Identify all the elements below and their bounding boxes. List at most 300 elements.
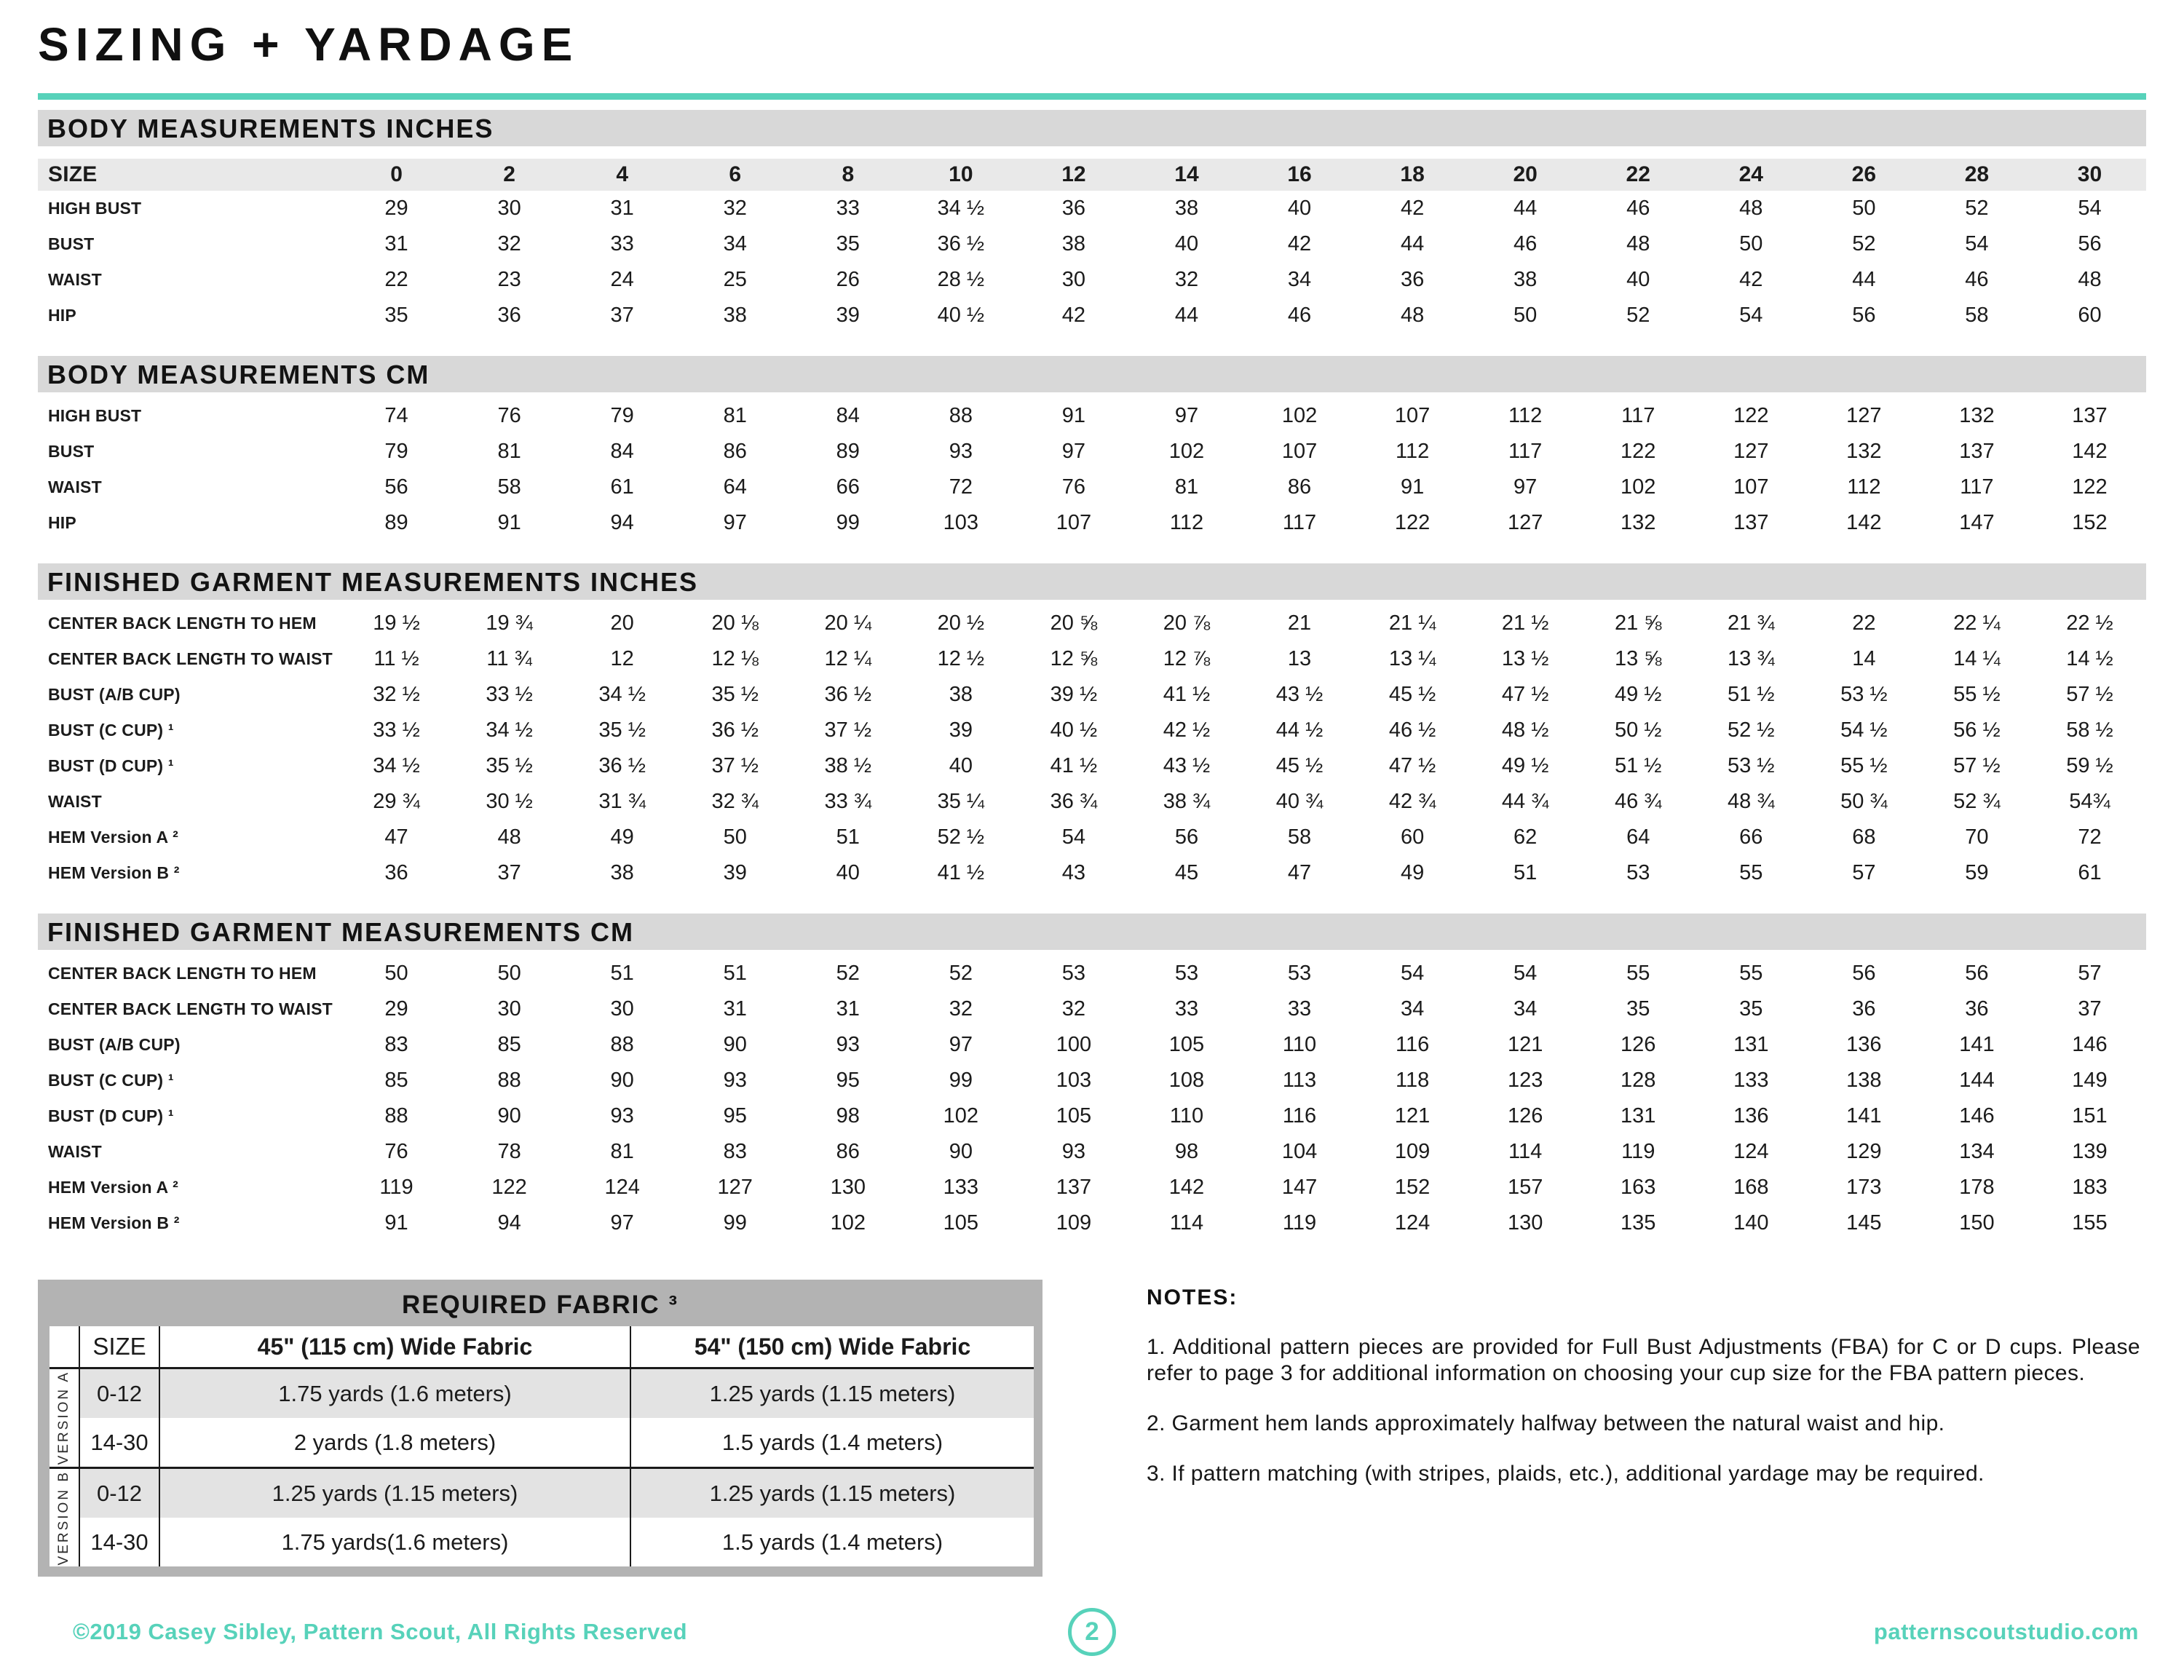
measurement-value: 85: [497, 1033, 521, 1056]
measurement-value: 26: [836, 268, 860, 291]
measurement-value: 136: [1733, 1104, 1769, 1128]
measurement-value: 12: [610, 647, 634, 670]
measurement-value: 91: [384, 1211, 408, 1235]
measurement-value: 90: [497, 1104, 521, 1128]
measurement-value: 35: [1739, 997, 1763, 1021]
measurement-value: 40: [1626, 268, 1650, 291]
measurement-value: 152: [1394, 1176, 1431, 1199]
measurement-value: 57: [1852, 861, 1876, 884]
measurement-value: 122: [1621, 440, 1656, 463]
measurement-value: 33: [1174, 997, 1199, 1021]
measurement-value: 50: [1852, 197, 1876, 220]
measurement-value: 99: [949, 1069, 973, 1092]
size-column-header: 4: [616, 162, 628, 186]
measurement-value: 127: [1733, 440, 1769, 463]
notes-heading: NOTES:: [1147, 1285, 1238, 1309]
measurement-value: 66: [836, 475, 860, 499]
size-column-header: 16: [1287, 162, 1312, 186]
measurement-row: [38, 713, 2146, 748]
measurement-value: 36: [1061, 197, 1086, 220]
fabric-table-title: REQUIRED FABRIC ³: [401, 1291, 679, 1319]
size-column-header: 30: [2077, 162, 2102, 186]
measurement-value: 42: [1061, 304, 1086, 327]
measurement-value: 46: [1965, 268, 1989, 291]
measurement-row: [38, 677, 2146, 713]
measurement-value: 42: [1739, 268, 1763, 291]
version-label-cell: [50, 1369, 79, 1469]
measurement-value: 50: [1739, 232, 1763, 255]
measurement-value: 57 ½: [1953, 754, 2001, 777]
measurement-value: 132: [1846, 440, 1882, 463]
measurement-value: 51: [836, 825, 860, 849]
measurement-value: 22 ½: [2066, 611, 2113, 635]
measurement-row: [38, 1134, 2146, 1170]
measurement-value: 64: [1626, 825, 1650, 849]
measurement-value: 100: [1056, 1033, 1092, 1056]
measurement-value: 44: [1852, 268, 1876, 291]
row-label: BUST (A/B CUP): [48, 1035, 181, 1054]
measurement-value: 41 ½: [937, 861, 985, 884]
measurement-value: 122: [1733, 404, 1769, 427]
note-paragraph: 1. Additional pattern pieces are provided for Full Bust Adjustments (FBA) for C or D cups. Please refer to page 3 for additional information on choosing your cup size for the FBA pattern pieces.: [1147, 1335, 2140, 1385]
measurement-value: 52: [1626, 304, 1650, 327]
measurement-value: 54: [1514, 962, 1538, 985]
measurement-value: 118: [1395, 1069, 1430, 1092]
measurement-value: 49: [610, 825, 634, 849]
measurement-value: 50: [1514, 304, 1538, 327]
size-header-row: [38, 159, 2146, 191]
measurement-value: 72: [949, 475, 973, 499]
measurement-value: 33 ¾: [824, 790, 872, 813]
measurement-value: 107: [1056, 511, 1092, 534]
measurement-value: 47 ½: [1501, 683, 1549, 706]
size-column-header: 10: [949, 162, 973, 186]
measurement-value: 119: [379, 1176, 414, 1199]
measurement-value: 44: [1400, 232, 1425, 255]
measurement-value: 38: [949, 683, 973, 706]
measurement-value: 20 ⅝: [1050, 611, 1098, 635]
measurement-value: 41 ½: [1163, 683, 1211, 706]
measurement-value: 64: [723, 475, 747, 499]
fabric-yardage-54: 1.5 yards (1.4 meters): [630, 1518, 1034, 1566]
measurement-value: 33: [836, 197, 860, 220]
measurement-value: 83: [723, 1140, 747, 1163]
measurement-value: 138: [1846, 1069, 1882, 1092]
measurement-value: 93: [836, 1033, 860, 1056]
measurement-value: 104: [1281, 1140, 1318, 1163]
measurement-value: 151: [2072, 1104, 2108, 1128]
measurement-row: [38, 641, 2146, 677]
measurement-row: [38, 1098, 2146, 1134]
measurement-value: 31: [836, 997, 860, 1021]
measurement-value: 40: [949, 754, 973, 777]
measurement-value: 13: [1287, 647, 1312, 670]
measurement-value: 30: [1061, 268, 1086, 291]
fabric-yardage-54: 1.25 yards (1.15 meters): [630, 1369, 1034, 1418]
measurement-value: 81: [1174, 475, 1199, 499]
measurement-value: 55 ½: [1840, 754, 1888, 777]
measurement-value: 36: [384, 861, 408, 884]
measurement-value: 57: [2078, 962, 2102, 985]
measurement-row: [38, 606, 2146, 641]
bottom-region: [38, 1280, 2146, 1577]
fabric-yardage-45: 2 yards (1.8 meters): [160, 1418, 630, 1469]
measurement-value: 90: [949, 1140, 973, 1163]
measurement-value: 102: [1281, 404, 1318, 427]
size-header-label: SIZE: [48, 162, 98, 186]
measurement-value: 52 ½: [937, 825, 985, 849]
measurement-value: 21: [1287, 611, 1312, 635]
measurement-value: 33: [1287, 997, 1312, 1021]
measurement-value: 48: [2078, 268, 2102, 291]
measurement-value: 44: [1514, 197, 1538, 220]
measurement-value: 114: [1508, 1140, 1543, 1163]
measurement-value: 83: [384, 1033, 408, 1056]
size-column-header: 20: [1513, 162, 1538, 186]
measurement-value: 44 ½: [1275, 718, 1324, 742]
measurement-value: 38: [1061, 232, 1086, 255]
measurement-value: 131: [1621, 1104, 1656, 1128]
measurement-row: [38, 855, 2146, 891]
measurement-value: 93: [723, 1069, 747, 1092]
fabric-yardage-54: 1.25 yards (1.15 meters): [630, 1469, 1034, 1518]
measurement-value: 116: [1395, 1033, 1430, 1056]
measurement-value: 124: [1733, 1140, 1769, 1163]
measurement-value: 46: [1626, 197, 1650, 220]
measurement-row: [38, 1170, 2146, 1205]
row-label: HIGH BUST: [48, 199, 142, 218]
page-number: 2: [1085, 1617, 1099, 1646]
note-paragraph: 2. Garment hem lands approximately halfway between the natural waist and hip.: [1147, 1411, 1945, 1435]
measurement-value: 53 ½: [1840, 683, 1888, 706]
measurement-value: 97: [610, 1211, 634, 1235]
measurement-value: 52: [949, 962, 973, 985]
measurement-value: 56: [1965, 962, 1989, 985]
measurement-value: 146: [1959, 1104, 1995, 1128]
measurement-value: 54: [1739, 304, 1763, 327]
measurement-value: 20: [610, 611, 634, 635]
measurement-value: 57 ½: [2066, 683, 2113, 706]
row-label: HEM Version B ²: [48, 1213, 180, 1232]
measurement-value: 90: [610, 1069, 634, 1092]
required-fabric-table: [38, 1280, 1042, 1577]
measurement-value: 51: [1514, 861, 1538, 884]
measurement-value: 55: [1739, 962, 1763, 985]
measurement-value: 38: [723, 304, 747, 327]
measurement-value: 139: [2072, 1140, 2108, 1163]
measurement-value: 34 ½: [598, 683, 646, 706]
measurement-value: 108: [1168, 1069, 1205, 1092]
measurement-row: [38, 469, 2146, 505]
measurement-value: 97: [949, 1033, 973, 1056]
measurement-value: 36 ½: [598, 754, 646, 777]
measurement-value: 50: [723, 825, 747, 849]
measurement-value: 121: [1394, 1104, 1431, 1128]
size-column-header: 6: [729, 162, 742, 186]
measurement-value: 58 ½: [2066, 718, 2113, 742]
measurement-value: 93: [1061, 1140, 1086, 1163]
size-column-header: 8: [842, 162, 855, 186]
measurement-value: 66: [1739, 825, 1763, 849]
measurement-row: [38, 956, 2146, 991]
row-label: HEM Version A ²: [48, 828, 178, 847]
accent-rule: [38, 93, 2146, 100]
measurement-value: 119: [1282, 1211, 1317, 1235]
measurement-value: 99: [723, 1211, 747, 1235]
measurement-value: 37: [2078, 997, 2102, 1021]
measurement-value: 113: [1282, 1069, 1317, 1092]
measurement-value: 41 ½: [1050, 754, 1098, 777]
measurement-value: 56: [1852, 304, 1876, 327]
measurement-value: 42: [1400, 197, 1425, 220]
measurement-value: 144: [1959, 1069, 1995, 1092]
measurement-value: 30: [497, 197, 521, 220]
measurement-value: 30 ½: [486, 790, 533, 813]
measurement-value: 105: [1168, 1033, 1205, 1056]
measurement-value: 91: [1061, 404, 1086, 427]
measurement-value: 89: [384, 511, 408, 534]
measurement-value: 81: [610, 1140, 634, 1163]
measurement-value: 134: [1959, 1140, 1995, 1163]
measurement-value: 140: [1733, 1211, 1769, 1235]
measurement-value: 129: [1846, 1140, 1882, 1163]
measurement-value: 81: [497, 440, 521, 463]
measurement-value: 105: [943, 1211, 979, 1235]
measurement-value: 50: [497, 962, 521, 985]
measurement-value: 46 ½: [1388, 718, 1436, 742]
measurement-value: 59 ½: [2066, 754, 2113, 777]
measurement-value: 20 ¼: [824, 611, 872, 635]
measurement-value: 53: [1061, 962, 1086, 985]
page-title: SIZING + YARDAGE: [38, 18, 579, 71]
measurement-value: 86: [1287, 475, 1312, 499]
measurement-value: 44 ¾: [1501, 790, 1549, 813]
measurement-value: 30: [610, 997, 634, 1021]
measurement-value: 53: [1626, 861, 1650, 884]
measurement-value: 155: [2072, 1211, 2108, 1235]
measurement-value: 107: [1733, 475, 1769, 499]
measurement-value: 48: [1626, 232, 1650, 255]
measurement-value: 35 ½: [598, 718, 646, 742]
measurement-value: 19 ½: [373, 611, 420, 635]
measurement-value: 94: [497, 1211, 521, 1235]
measurement-value: 11 ½: [373, 647, 419, 670]
measurement-value: 19 ¾: [486, 611, 533, 635]
measurement-value: 47: [1287, 861, 1312, 884]
measurement-value: 38: [1514, 268, 1538, 291]
measurement-value: 35 ½: [486, 754, 533, 777]
measurement-value: 14: [1852, 647, 1876, 670]
row-label: BUST (D CUP) ¹: [48, 756, 174, 775]
measurement-value: 45 ½: [1275, 754, 1324, 777]
measurement-value: 183: [2072, 1176, 2108, 1199]
measurement-row: [38, 398, 2146, 434]
measurement-value: 102: [1168, 440, 1205, 463]
measurement-value: 36: [1852, 997, 1876, 1021]
measurement-value: 52 ¾: [1953, 790, 2001, 813]
measurement-value: 88: [610, 1033, 634, 1056]
measurement-value: 12 ⅛: [711, 647, 759, 670]
measurement-value: 58: [1287, 825, 1312, 849]
measurement-value: 135: [1621, 1211, 1656, 1235]
measurement-value: 11 ¾: [486, 647, 532, 670]
row-label: HEM Version A ²: [48, 1178, 178, 1197]
measurement-row: [38, 820, 2146, 855]
row-label: BUST: [48, 234, 95, 253]
measurement-value: 173: [1846, 1176, 1882, 1199]
fabric-yardage-45: 1.75 yards(1.6 meters): [160, 1518, 630, 1566]
row-label: BUST (D CUP) ¹: [48, 1106, 174, 1125]
measurement-value: 36 ½: [824, 683, 872, 706]
measurement-value: 131: [1733, 1033, 1769, 1056]
measurement-value: 85: [384, 1069, 408, 1092]
measurement-value: 128: [1621, 1069, 1656, 1092]
measurement-value: 88: [949, 404, 973, 427]
measurement-row: [38, 298, 2146, 333]
section-header-finished-inches: FINISHED GARMENT MEASUREMENTS INCHES: [38, 563, 2146, 600]
measurement-value: 12 ½: [937, 647, 985, 670]
measurement-value: 103: [1056, 1069, 1092, 1092]
page-number-badge: [1068, 1608, 1116, 1656]
measurement-value: 127: [717, 1176, 753, 1199]
row-label: CENTER BACK LENGTH TO HEM: [48, 964, 317, 983]
size-column-header: 24: [1738, 162, 1763, 186]
section-header-finished-cm: FINISHED GARMENT MEASUREMENTS CM: [38, 914, 2146, 950]
table-finished-cm: [38, 950, 2146, 1241]
measurement-value: 34: [723, 232, 747, 255]
measurement-value: 34 ½: [937, 197, 985, 220]
measurement-value: 74: [384, 404, 408, 427]
measurement-value: 35: [836, 232, 860, 255]
size-column-header: 0: [390, 162, 403, 186]
fabric-header-size: SIZE: [79, 1326, 160, 1369]
measurement-value: 97: [1061, 440, 1086, 463]
measurement-value: 31 ¾: [598, 790, 646, 813]
measurement-value: 178: [1959, 1176, 1995, 1199]
measurement-value: 142: [2072, 440, 2108, 463]
measurement-value: 133: [1733, 1069, 1769, 1092]
measurement-value: 68: [1852, 825, 1876, 849]
measurement-value: 35 ¼: [937, 790, 985, 813]
footer: [0, 1606, 2184, 1658]
measurement-value: 62: [1514, 825, 1538, 849]
measurement-value: 40: [1174, 232, 1199, 255]
row-label: WAIST: [48, 792, 102, 811]
measurement-value: 84: [610, 440, 634, 463]
measurement-value: 56: [1852, 962, 1876, 985]
fabric-header-45: 45" (115 cm) Wide Fabric: [160, 1326, 630, 1369]
measurement-value: 52 ½: [1728, 718, 1775, 742]
measurement-value: 29 ¾: [373, 790, 420, 813]
measurement-value: 91: [497, 511, 521, 534]
measurement-value: 132: [1621, 511, 1656, 534]
measurement-value: 88: [497, 1069, 521, 1092]
measurement-value: 98: [1174, 1140, 1199, 1163]
measurement-value: 22 ¼: [1953, 611, 2001, 635]
measurement-value: 49 ½: [1614, 683, 1662, 706]
measurement-value: 40 ¾: [1275, 790, 1324, 813]
measurement-value: 150: [1959, 1211, 1995, 1235]
measurement-value: 48 ½: [1501, 718, 1549, 742]
measurement-value: 122: [491, 1176, 527, 1199]
measurement-value: 79: [384, 440, 408, 463]
measurement-value: 13 ¾: [1728, 647, 1775, 670]
measurement-value: 35: [384, 304, 408, 327]
measurement-value: 46: [1287, 304, 1312, 327]
measurement-value: 36: [1400, 268, 1425, 291]
measurement-value: 34: [1514, 997, 1538, 1021]
measurement-value: 110: [1169, 1104, 1204, 1128]
measurement-value: 97: [1514, 475, 1538, 499]
measurement-value: 32: [723, 197, 747, 220]
measurement-value: 110: [1282, 1033, 1317, 1056]
measurement-value: 137: [2072, 404, 2108, 427]
measurement-value: 126: [1621, 1033, 1656, 1056]
measurement-value: 61: [610, 475, 634, 499]
measurement-value: 51: [723, 962, 747, 985]
measurement-value: 35: [1626, 997, 1650, 1021]
measurement-value: 39: [836, 304, 860, 327]
measurement-value: 70: [1965, 825, 1989, 849]
fabric-yardage-54: 1.5 yards (1.4 meters): [630, 1418, 1034, 1469]
measurement-value: 72: [2078, 825, 2102, 849]
measurement-value: 122: [2072, 475, 2108, 499]
website-link[interactable]: patternscoutstudio.com: [1873, 1619, 2139, 1644]
row-label: CENTER BACK LENGTH TO WAIST: [48, 999, 333, 1018]
measurement-value: 37 ½: [711, 754, 759, 777]
measurement-value: 42: [1287, 232, 1312, 255]
measurement-value: 124: [1394, 1211, 1431, 1235]
measurement-value: 40 ½: [937, 304, 985, 327]
measurement-value: 37: [497, 861, 521, 884]
measurement-value: 81: [723, 404, 747, 427]
measurement-value: 13 ⅝: [1614, 647, 1662, 670]
size-column-header: 2: [503, 162, 515, 186]
measurement-value: 79: [610, 404, 634, 427]
measurement-value: 127: [1507, 511, 1543, 534]
measurement-value: 149: [2072, 1069, 2108, 1092]
measurement-value: 78: [497, 1140, 521, 1163]
notes-section: [1147, 1280, 2140, 1487]
measurement-value: 32: [1061, 997, 1086, 1021]
measurement-value: 52: [1852, 232, 1876, 255]
measurement-value: 53 ½: [1728, 754, 1775, 777]
measurement-row: [38, 262, 2146, 298]
measurement-value: 152: [2072, 511, 2108, 534]
measurement-value: 61: [2078, 861, 2102, 884]
version-label: VERSION A: [56, 1371, 71, 1465]
measurement-value: 102: [830, 1211, 866, 1235]
measurement-value: 47: [384, 825, 408, 849]
measurement-value: 146: [2072, 1033, 2108, 1056]
measurement-value: 25: [723, 268, 747, 291]
measurement-value: 55: [1739, 861, 1763, 884]
measurement-value: 47 ½: [1388, 754, 1436, 777]
measurement-value: 32 ¾: [711, 790, 759, 813]
measurement-value: 117: [1282, 511, 1317, 534]
measurement-value: 14 ½: [2066, 647, 2113, 670]
measurement-value: 40: [836, 861, 860, 884]
measurement-value: 30: [497, 997, 521, 1021]
size-column-header: 18: [1400, 162, 1425, 186]
measurement-value: 121: [1507, 1033, 1543, 1056]
measurement-value: 51 ½: [1728, 683, 1775, 706]
notes-list: [1147, 1334, 2140, 1487]
size-column-header: 28: [1964, 162, 1990, 186]
measurement-value: 122: [1394, 511, 1431, 534]
measurement-value: 116: [1282, 1104, 1317, 1128]
measurement-value: 117: [1508, 440, 1543, 463]
